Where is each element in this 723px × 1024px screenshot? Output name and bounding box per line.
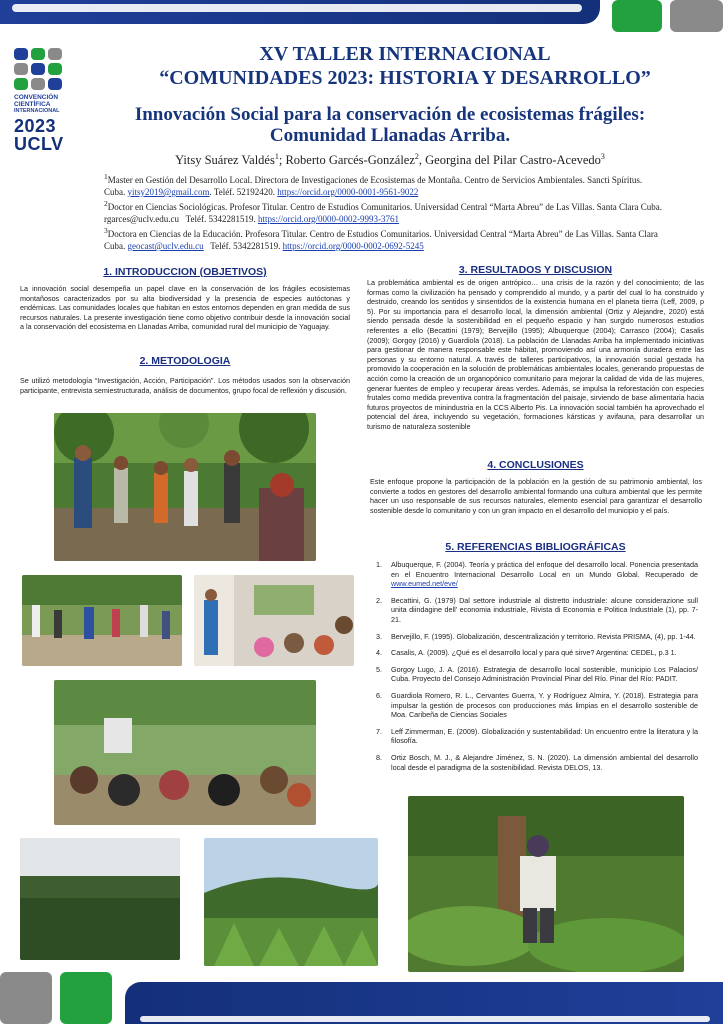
logo-year: 2023 xyxy=(14,116,57,136)
affiliation-3-orcid-link[interactable]: https://orcid.org/0000-0002-0692-5245 xyxy=(282,241,424,251)
affiliation-1-sup: 1 xyxy=(104,172,108,181)
reference-number: 5. xyxy=(376,664,382,674)
affiliation-1-email-link[interactable]: yitsy2019@gmail.com xyxy=(127,187,210,197)
photo-community-workshop xyxy=(54,413,316,561)
photo-farmer-planting xyxy=(408,796,684,972)
reference-item xyxy=(376,753,698,772)
top-green-block xyxy=(612,0,662,32)
author-3-sup: 3 xyxy=(600,152,605,161)
bottom-gray-block xyxy=(0,972,52,1024)
photo-indoor-meeting xyxy=(194,575,354,666)
photo-field-group-image xyxy=(22,575,182,666)
poster-title-line-1: Innovación Social para la conservación de ecosistemas frágiles: xyxy=(134,104,646,125)
logo-line-2: CIENTÍFICA xyxy=(14,101,51,108)
intro-heading: 1. INTRODUCCION (OBJETIVOS) xyxy=(103,266,267,278)
event-title xyxy=(90,42,720,90)
reference-item xyxy=(376,648,698,658)
photo-outdoor-meeting xyxy=(54,680,316,825)
reference-item xyxy=(376,560,698,589)
reference-text: Ortiz Bosch, M. J., & Alejandre Jiménez, S. N. (2020). La dimensión ambiental del desarrollo local desde el paradigma de la sostenibilidad. Revista DELOS, 13. xyxy=(391,752,698,772)
author-list xyxy=(60,152,720,168)
photo-forest-landscape xyxy=(20,838,180,960)
photo-farmer-planting-image xyxy=(408,796,684,972)
affiliation-2-phone: Teléf. 5342281519. xyxy=(185,214,256,224)
reference-number: 8. xyxy=(376,752,382,762)
author-sep-2: , Georgina del Pilar Castro-Acevedo xyxy=(418,153,601,168)
intro-text: La innovación social desempeña un papel clave en la conservación de los frágiles ecosistemas montañosos caracterizados por su alta biodiversidad y la presencia de especies autóctonas y endémicas. Las comunidades locales que habitan en estos entornos dependen en gran medida de sus recursos naturales. La presente investigación tiene como objetivo contribuir desde la innovación social a la conservación del ecosistema en Llanadas Arriba, comunidad rural del municipio de Yaguajay. xyxy=(20,284,350,332)
reference-item xyxy=(376,691,698,720)
reference-number: 4. xyxy=(376,648,382,658)
reference-text: Gorgoy Lugo, J. A. (2016). Estrategia de desarrollo local sostenible, municipio Los Palacios/ Cuba. Proyecto del Consejo Administración Provincial Pinar del Río. Pinar del Río: PADIT. xyxy=(391,664,698,684)
photo-indoor-meeting-image xyxy=(194,575,354,666)
reference-link[interactable]: www.eumed.net/eve/ xyxy=(391,579,458,589)
photo-hill-plantation xyxy=(204,838,378,966)
conclusions-heading: 4. CONCLUSIONES xyxy=(487,459,584,471)
author-1: Yitsy Suárez Valdés xyxy=(175,153,275,168)
reference-text: Guardiola Romero, R. L., Cervantes Guerra, Y. y Rodríguez Almira, Y. (2018). Estrategia para impulsar la gestión de procesos con producciones más limpias en el desarrollo sostenible de Moa. Caribeña de Ciencias Sociales xyxy=(391,690,698,720)
author-2-sup: 2 xyxy=(414,152,419,161)
results-heading: 3. RESULTADOS Y DISCUSION xyxy=(458,264,613,276)
reference-item xyxy=(376,632,698,642)
photo-hill-plantation-image xyxy=(204,838,378,966)
photo-forest-landscape-image xyxy=(20,838,180,960)
affiliation-3-email-link[interactable]: geocast@uclv.edu.cu xyxy=(127,241,204,251)
top-banner-stripe xyxy=(12,4,582,12)
photo-field-group xyxy=(22,575,182,666)
affiliation-1-orcid-link[interactable]: https://orcid.org/0000-0001-9561-9022 xyxy=(277,187,419,197)
reference-text: Casalis, A. (2009). ¿Qué es el desarrollo local y para qué sirve? Argentina: CEDEL, p.3 1. xyxy=(391,648,677,658)
references-heading: 5. REFERENCIAS BIBLIOGRÁFICAS xyxy=(445,541,626,553)
reference-text: Bervejillo, F. (1995). Globalización, descentralización y territorio. Revista PRISMA, (4), pp. 1-44. xyxy=(391,631,696,641)
affiliation-3 xyxy=(104,225,664,252)
reference-text xyxy=(391,560,698,589)
affiliation-2 xyxy=(104,198,664,225)
top-gray-block xyxy=(670,0,723,32)
reference-text: Becattini, G. (1979) Dal settore industriale al distretto industriale: alcune considerazione sull unita diindagine dell’ economia industriale, Rivista di Economia e Politica Industriale (1), pp. 7-21. xyxy=(391,595,698,624)
conclusions-text: Este enfoque propone la participación de la población en la gestión de su patrimonio ambiental, los convierte a todos en gestores del desarrollo ambiental formando una cultura ambiental que les permite hacer un uso responsable de sus recursos naturales, elemento esencial para garantizar el desarrollo sostenible desde lo comunitario y con un gran impacto en el desarrollo del municipio y el país. xyxy=(370,477,702,515)
photo-outdoor-meeting-image xyxy=(54,680,316,825)
bottom-green-block xyxy=(60,972,112,1024)
author-1-sup: 1 xyxy=(274,152,279,161)
affiliation-2-orcid-link[interactable]: https://orcid.org/0000-0002-9993-3761 xyxy=(257,214,400,224)
affiliation-1-text: Master en Gestión del Desarrollo Local. Directora de Investigaciones de Ecosistemas de Montaña. Centro de Servicios Ambientales. Sancti Spíritus. Cuba. xyxy=(104,175,643,197)
conference-logo xyxy=(14,48,66,153)
affiliation-1-phone: . Teléf. 52192420. xyxy=(209,187,275,197)
poster-title xyxy=(60,104,720,146)
reference-item xyxy=(376,727,698,746)
reference-number: 7. xyxy=(376,726,382,736)
reference-number: 6. xyxy=(376,690,382,700)
photo-community-workshop-image xyxy=(54,413,316,561)
affiliation-3-phone: Teléf. 5342281519. xyxy=(210,241,281,251)
logo-line-1: CONVENCIÓN xyxy=(14,94,59,101)
affiliation-1 xyxy=(104,171,664,198)
reference-list xyxy=(376,560,698,779)
reference-text: Leff Zimmerman, E. (2009). Globalización y sustentabilidad: Un encuentro entre la literatura y la filosofía. xyxy=(391,726,698,746)
affiliation-3-sup: 3 xyxy=(104,226,108,235)
results-text: La problemática ambiental es de origen antrópico… una crisis de la razón y del conocimiento; de las formas como la civilización ha pensado y comprendido al mundo, y a partir del cual lo ha construido y destruido, creando los sentidos y sinsentidos de la existencia humana en el planeta tierra (Leff, 2009, p 5). Por su importancia para el desarrollo local, la dimensión ambiental (Ortiz y Alejandre, 2020) está siendo pensada desde la sostenibilidad en el pequeño espacio y han surgido numerosos estudios referentes a ello (Becattini (1979); Bervejillo (1995); Albuquerque (2004); Carrasco (2004); Casalis (2009); Gorgoy (2016) y Guardiola (2018). La población de Llanadas Arriba ha implementado iniciativas para gestionar de manera responsable este hábitat, promoviendo así una armonía duradera entre las personas y su entorno natural. A través de talleres participativos, la innovación social gestada ha promovido la cooperación en la solución de problemáticas ambientales locales, generando propuestas de acción como la creación de un organopónico comunitario para mejorar la calidad de vida de las mujeres, generar fuentes de empleo y recuperar áreas verdes. Además, se impulsa la reforestación con especies frutales como medida preventiva contra la fragmentación del paisaje, sirviendo de base alimentaria hacia futuros proyectos de minindustria en la CCS Alberto Pis. La innovación social también ha aprovechado el potencial del área, incluyendo su vegetación, formaciones kársticas y avifauna, para desarrollar un turismo de naturaleza sostenible xyxy=(367,278,704,431)
affiliation-2-sup: 2 xyxy=(104,199,108,208)
reference-number: 2. xyxy=(376,595,382,605)
poster-title-line-2: Comunidad Llanadas Arriba. xyxy=(269,125,511,146)
bottom-banner-stripe xyxy=(140,1016,710,1022)
logo-mark-icon xyxy=(14,48,66,90)
reference-item xyxy=(376,596,698,625)
author-sep-1: ; Roberto Garcés-González xyxy=(278,153,415,168)
affiliation-2-text: Doctor en Ciencias Sociológicas. Profesor Titular. Centro de Estudios Comunitarios. Universidad Central “Marta Abreu” de Las Villas. Santa Clara Cuba. rgarces@uclv.edu.cu xyxy=(104,202,662,224)
reference-body: Albuquerque, F. (2004). Teoría y práctica del enfoque del desarrollo local. Ponencia presentada en el Encuentro Internacional Desarrollo Local en un Mundo Global. Recuperado de xyxy=(391,560,698,579)
reference-item xyxy=(376,665,698,684)
logo-org: UCLV xyxy=(14,134,64,154)
reference-number: 3. xyxy=(376,631,382,641)
event-subtitle: “COMUNIDADES 2023: HISTORIA Y DESARROLLO” xyxy=(159,67,651,89)
method-heading: 2. METODOLOGIA xyxy=(139,355,231,367)
logo-line-3: INTERNACIONAL xyxy=(14,108,60,114)
affiliation-3-text: Doctora en Ciencias de la Educación. Profesora Titular. Centro de Estudios Comunitarios. Universidad Central “Marta Abreu” de Las Villas. Santa Clara Cuba. xyxy=(104,229,658,251)
method-text: Se utilizó metodología “Investigación, Acción, Participación”. Los métodos usados son la observación participante, entrevista semiestructurada, análisis de documentos, grupo focal de reflexión y discusión. xyxy=(20,376,350,395)
reference-number: 1. xyxy=(376,560,382,569)
event-name: XV TALLER INTERNACIONAL xyxy=(259,43,551,65)
